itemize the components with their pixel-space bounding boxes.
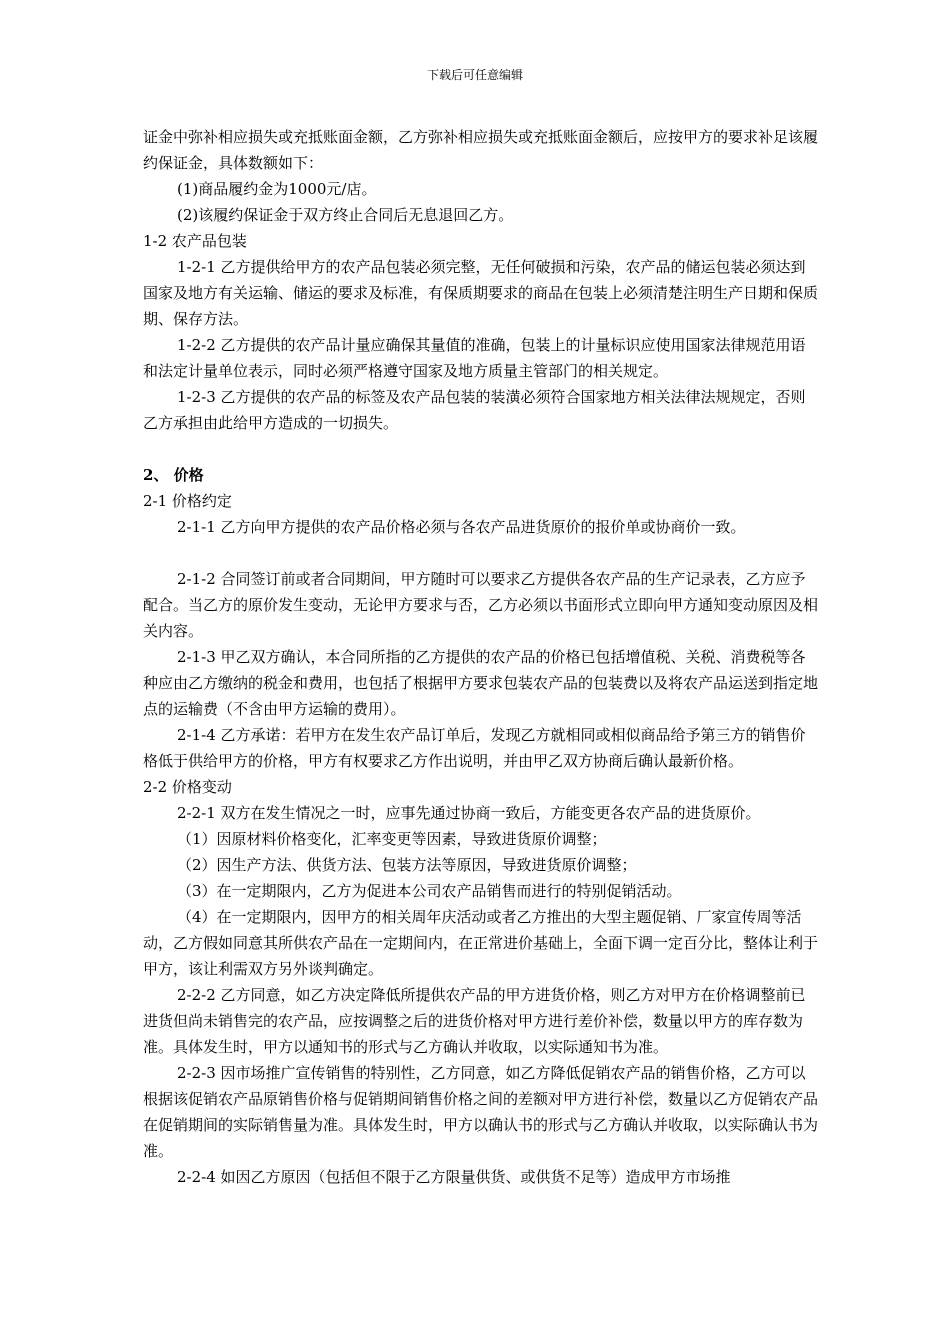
clause-2-2-2: 2-2-2 乙方同意，如乙方决定降低所提供农产品的甲方进货价格，则乙方对甲方在价格调整前已进货但尚未销售完的农产品，应按调整之后的进货价格对甲方进行差价补偿，数量以甲方的库存数为准。具体发生时，甲方以通知书的形式与乙方确认并收取，以实际通知书为准。 xyxy=(143,986,806,1056)
clause-2-1-2: 2-1-2 合同签订前或者合同期间，甲方随时可以要求乙方提供各农产品的生产记录表，乙方应予配合。当乙方的原价发生变动，无论甲方要求与否，乙方必须以书面形式立即向甲方通知变动原因及相关内容。 xyxy=(143,570,819,640)
list-item-deposit-refund: (2)该履约保证金于双方终止合同后无息退回乙方。 xyxy=(177,206,514,224)
subsection-heading-price-agreement: 2-1 价格约定 xyxy=(143,492,232,510)
document-body xyxy=(143,124,819,1190)
clause-1-2-2: 1-2-2 乙方提供的农产品计量应确保其量值的准确，包装上的计量标识应使用国家法律规范用语和法定计量单位表示，同时必须严格遵守国家及地方质量主管部门的相关规定。 xyxy=(143,336,806,380)
clause-2-1-4: 2-1-4 乙方承诺：若甲方在发生农产品订单后，发现乙方就相同或相似商品给予第三方的销售价格低于供给甲方的价格，甲方有权要求乙方作出说明，并由甲乙双方协商后确认最新价格。 xyxy=(143,726,806,770)
spacer xyxy=(143,436,819,462)
list-item-3: （3）在一定期限内，乙方为促进本公司农产品销售而进行的特别促销活动。 xyxy=(177,882,682,900)
spacer xyxy=(143,540,819,566)
subsection-heading-price-change: 2-2 价格变动 xyxy=(143,778,232,796)
list-item-4: （4）在一定期限内，因甲方的相关周年庆活动或者乙方推出的大型主题促销、厂家宣传周等活动，乙方假如同意其所供农产品在一定期间内，在正常进价基础上，全面下调一定百分比，整体让利于甲方，该让利需双方另外谈判确定。 xyxy=(143,908,819,978)
clause-2-2-1: 2-2-1 双方在发生情况之一时，应事先通过协商一致后，方能变更各农产品的进货原价。 xyxy=(177,804,761,822)
clause-1-2-1: 1-2-1 乙方提供给甲方的农产品包装必须完整，无任何破损和污染，农产品的储运包装必须达到国家及地方有关运输、储运的要求及标准，有保质期要求的商品在包装上必须清楚注明生产日期和保质期、保存方法。 xyxy=(143,258,819,328)
clause-1-2-3: 1-2-3 乙方提供的农产品的标签及农产品包装的装潢必须符合国家地方相关法律法规规定，否则乙方承担由此给甲方造成的一切损失。 xyxy=(143,388,806,432)
section-heading-packaging: 1-2 农产品包装 xyxy=(143,232,247,250)
list-item-deposit-amount: (1)商品履约金为1000元/店。 xyxy=(177,180,377,198)
clause-2-2-4: 2-2-4 如因乙方原因（包括但不限于乙方限量供货、或供货不足等）造成甲方市场推 xyxy=(177,1168,731,1186)
section-heading-price: 2、 价格 xyxy=(143,466,204,484)
clause-2-1-3: 2-1-3 甲乙双方确认，本合同所指的乙方提供的农产品的价格已包括增值税、关税、消费税等各种应由乙方缴纳的税金和费用，也包括了根据甲方要求包装农产品的包装费以及将农产品运送到指定地点的运输费（不含由甲方运输的费用）。 xyxy=(143,648,819,718)
list-item-1: （1）因原材料价格变化，汇率变更等因素，导致进货原价调整； xyxy=(177,830,607,848)
list-item-2: （2）因生产方法、供货方法、包装方法等原因，导致进货原价调整； xyxy=(177,856,637,874)
clause-2-1-1: 2-1-1 乙方向甲方提供的农产品价格必须与各农产品进货原价的报价单或协商价一致。 xyxy=(177,518,746,536)
clause-2-2-3: 2-2-3 因市场推广宣传销售的特别性，乙方同意，如乙方降低促销农产品的销售价格，乙方可以根据该促销农产品原销售价格与促销期间销售价格之间的差额对甲方进行补偿，数量以乙方促销农产品在促销期间的实际销售量为准。具体发生时，甲方以确认书的形式与乙方确认并收取，以实际确认书为准。 xyxy=(143,1064,819,1160)
page-header: 下载后可任意编辑 xyxy=(426,68,523,82)
paragraph-deposit-continued: 证金中弥补相应损失或充抵账面金额，乙方弥补相应损失或充抵账面金额后，应按甲方的要求补足该履约保证金，具体数额如下： xyxy=(143,128,819,172)
